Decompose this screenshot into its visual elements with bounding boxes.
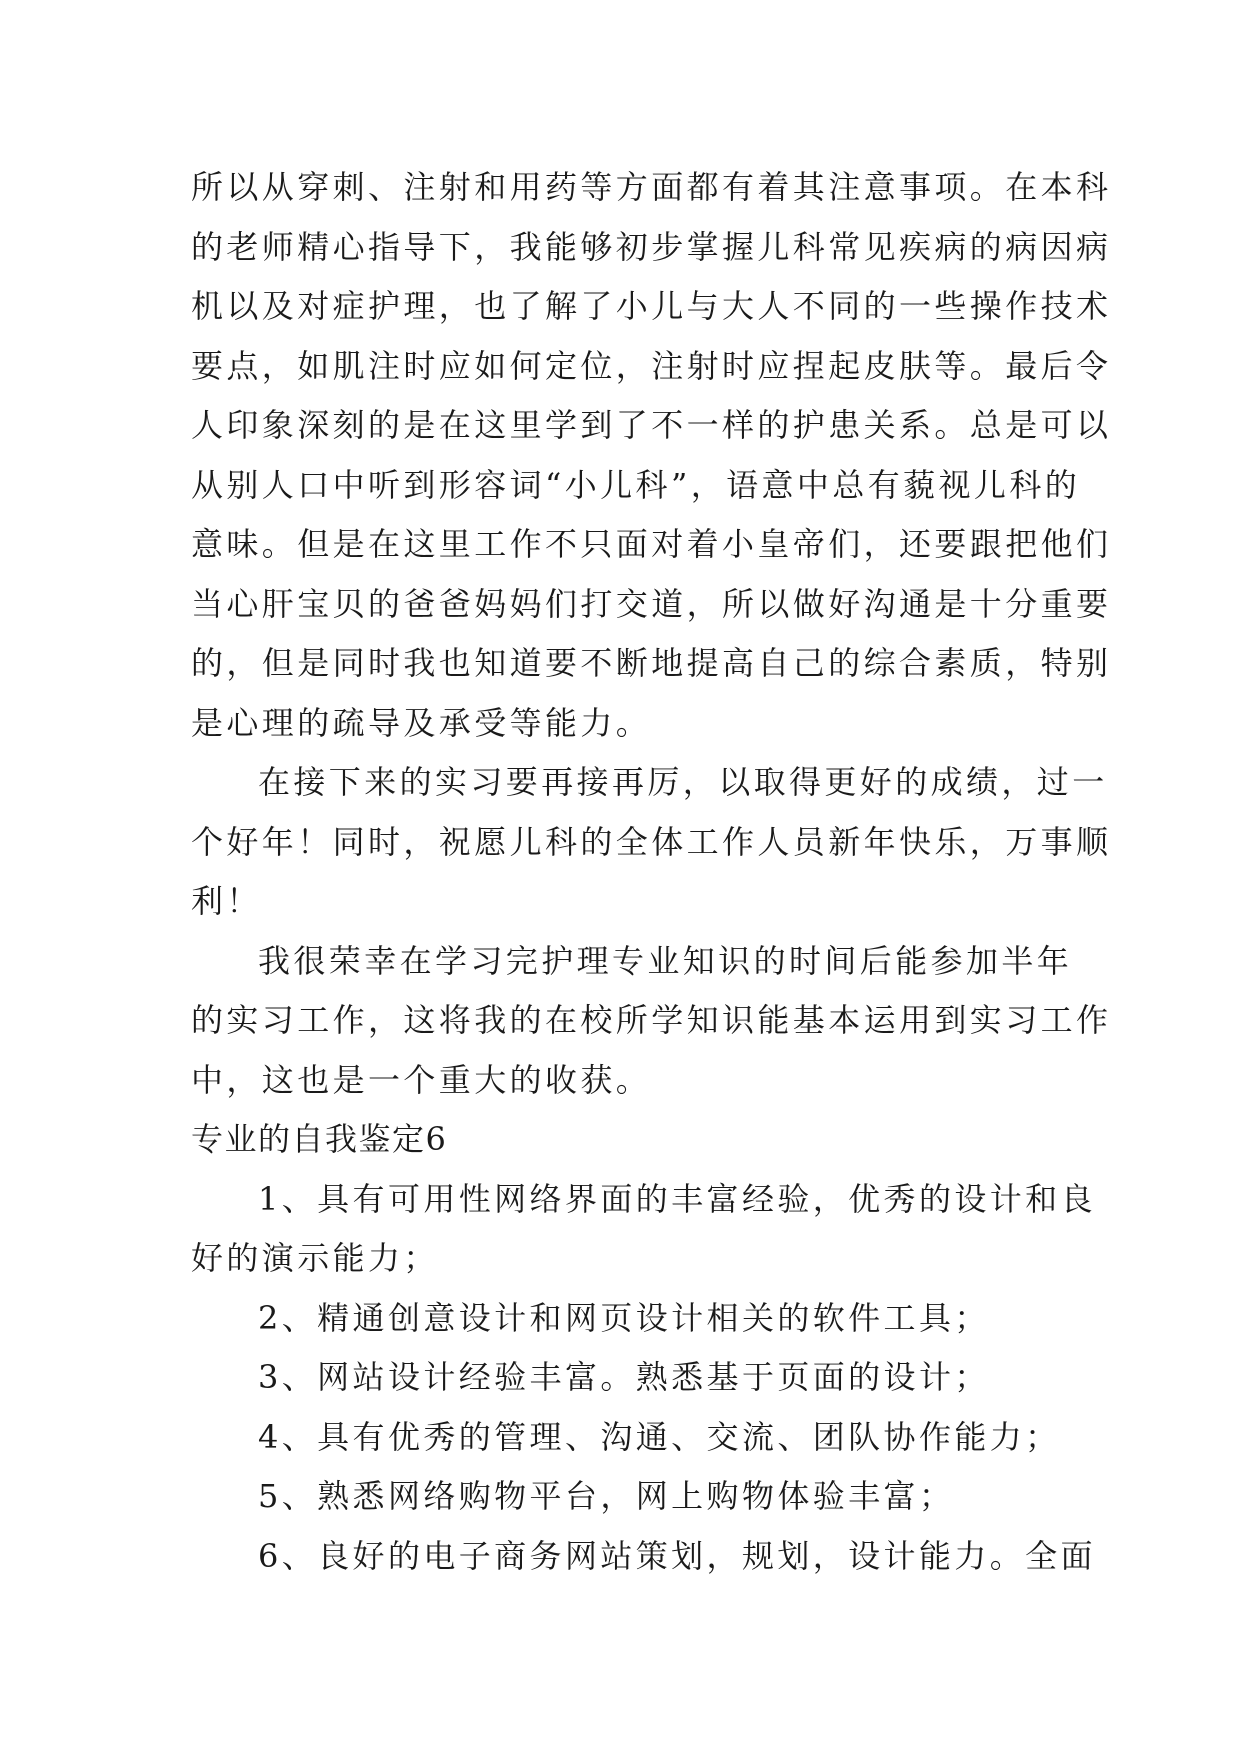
list-item: 1、具有可用性网络界面的丰富经验，优秀的设计和良 [258, 1179, 1096, 1218]
list-item: 3、网站设计经验丰富。熟悉基于页面的设计； [258, 1358, 990, 1396]
paragraph-new-year-wishes [191, 753, 1112, 932]
text-line: 个好年！同时，祝愿儿科的全体工作人员新年快乐，万事顺 [191, 822, 1112, 861]
text-line: 的实习工作，这将我的在校所学知识能基本运用到实习工作 [191, 1001, 1112, 1039]
text-line: 我很荣幸在学习完护理专业知识的时间后能参加半年 [258, 941, 1073, 980]
text-line: 人印象深刻的是在这里学到了不一样的护患关系。总是可以 [191, 406, 1112, 444]
text-line: 中，这也是一个重大的收获。 [191, 1060, 652, 1099]
text-line: 的老师精心指导下，我能够初步掌握儿科常见疾病的病因病 [191, 227, 1112, 266]
text-line: 在接下来的实习要再接再厉，以取得更好的成绩，过一 [258, 763, 1108, 801]
paragraph-nursing-reflection [191, 158, 1112, 753]
list-item-continuation: 好的演示能力； [191, 1239, 439, 1277]
text-line: 所以从穿刺、注射和用药等方面都有着其注意事项。在本科 [191, 168, 1112, 206]
text-line: 机以及对症护理，也了解了小儿与大人不同的一些操作技术 [191, 287, 1112, 325]
text-line: 意味。但是在这里工作不只面对着小皇帝们，还要跟把他们 [191, 525, 1112, 563]
paragraph-internship-gains [191, 932, 1112, 1111]
list-item: 2、精通创意设计和网页设计相关的软件工具； [258, 1298, 990, 1337]
text-line: 要点，如肌注时应如何定位，注射时应捏起皮肤等。最后令 [191, 346, 1112, 385]
skills-list [191, 1170, 1096, 1587]
text-line: 是心理的疏导及承受等能力。 [191, 703, 652, 742]
list-item: 5、熟悉网络购物平台，网上购物体验丰富； [258, 1477, 955, 1515]
section-heading: 专业的自我鉴定6 [191, 1120, 448, 1158]
text-line: 利！ [191, 882, 262, 920]
text-line: 从别人口中听到形容词“小儿科”，语意中总有藐视儿科的 [191, 465, 1081, 504]
text-line: 当心肝宝贝的爸爸妈妈们打交道，所以做好沟通是十分重要 [191, 584, 1112, 623]
list-item: 6、良好的电子商务网站策划，规划，设计能力。全面 [258, 1536, 1096, 1575]
text-line: 的，但是同时我也知道要不断地提高自己的综合素质，特别 [191, 644, 1112, 682]
document-body [191, 158, 1112, 1586]
list-item: 4、具有优秀的管理、沟通、交流、团队协作能力； [258, 1417, 1061, 1456]
